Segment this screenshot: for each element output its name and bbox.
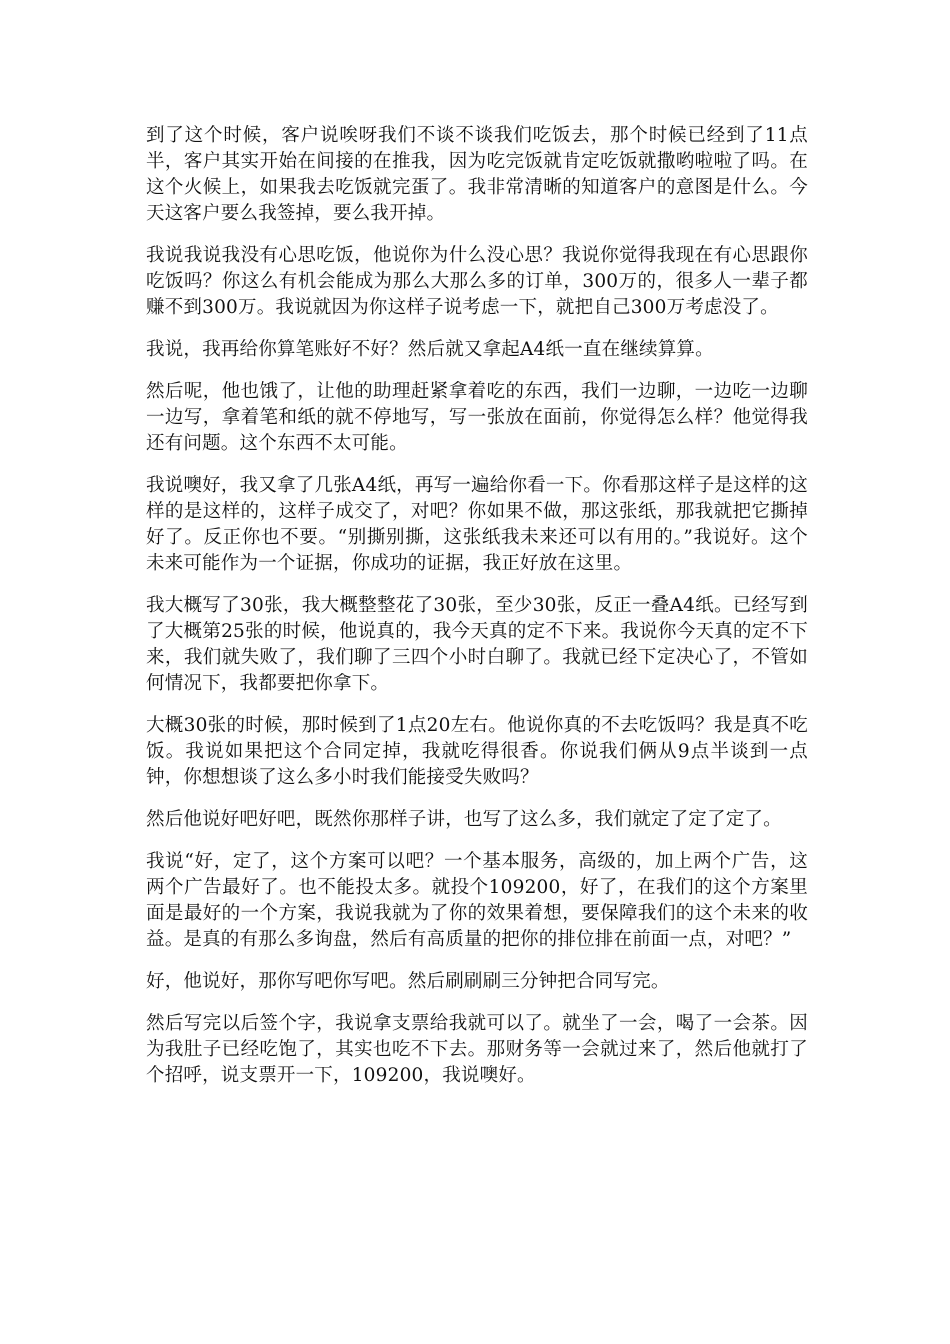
paragraph-8: 然后他说好吧好吧，既然你那样子讲，也写了这么多，我们就定了定了定了。 xyxy=(146,809,782,830)
paragraph-1: 到了这个时候，客户说唉呀我们不谈不谈我们吃饭去，那个时候已经到了11点半，客户其实开始在间接的在推我，因为吃完饭就肯定吃饭就撒哟啦啦了吗。在这个火候上，如果我去吃饭就完蛋了。我非常清晰的知道客户的意图是什么。今天这客户要么我签掉，要么我开掉。 xyxy=(146,125,808,224)
paragraph-2: 我说我说我没有心思吃饭，他说你为什么没心思？我说你觉得我现在有心思跟你吃饭吗？你这么有机会能成为那么大那么多的订单，300万的，很多人一辈子都赚不到300万。我说就因为你这样子说考虑一下，就把自己300万考虑没了。 xyxy=(146,245,808,318)
paragraph-7: 大概30张的时候，那时候到了1点20左右。他说你真的不去吃饭吗？我是真不吃饭。我说如果把这个合同定掉，我就吃得很香。你说我们俩从9点半谈到一点钟，你想想谈了这么多小时我们能接受失败吗？ xyxy=(146,715,808,788)
paragraph-4: 然后呢，他也饿了，让他的助理赶紧拿着吃的东西，我们一边聊，一边吃一边聊一边写，拿着笔和纸的就不停地写，写一张放在面前，你觉得怎么样？他觉得我还有问题。这个东西不太可能。 xyxy=(146,381,808,454)
paragraph-10: 好，他说好，那你写吧你写吧。然后刷刷刷三分钟把合同写完。 xyxy=(146,971,670,992)
paragraph-5: 我说噢好，我又拿了几张A4纸，再写一遍给你看一下。你看那这样子是这样的这样的是这样的，这样子成交了，对吧？你如果不做，那这张纸，那我就把它撕掉好了。反正你也不要。“别撕别撕，这张纸我未来还可以有用的。”我说好。这个未来可能作为一个证据，你成功的证据，我正好放在这里。 xyxy=(146,475,808,574)
paragraph-9: 我说“好，定了，这个方案可以吧？一个基本服务，高级的，加上两个广告，这两个广告最好了。也不能投太多。就投个109200，好了，在我们的这个方案里面是最好的一个方案，我说我就为了你的效果着想，要保障我们的这个未来的收益。是真的有那么多询盘，然后有高质量的把你的排位排在前面一点，对吧？” xyxy=(146,851,808,950)
document-page xyxy=(146,123,808,1105)
paragraph-3: 我说，我再给你算笔账好不好？然后就又拿起A4纸一直在继续算算。 xyxy=(146,339,714,360)
paragraph-11: 然后写完以后签个字，我说拿支票给我就可以了。就坐了一会，喝了一会茶。因为我肚子已经吃饱了，其实也吃不下去。那财务等一会就过来了，然后他就打了个招呼，说支票开一下，109200，我说噢好。 xyxy=(146,1013,808,1086)
paragraph-6: 我大概写了30张，我大概整整花了30张，至少30张，反正一叠A4纸。已经写到了大概第25张的时候，他说真的，我今天真的定不下来。我说你今天真的定不下来，我们就失败了，我们聊了三四个小时白聊了。我就已经下定决心了，不管如何情况下，我都要把你拿下。 xyxy=(146,595,808,694)
